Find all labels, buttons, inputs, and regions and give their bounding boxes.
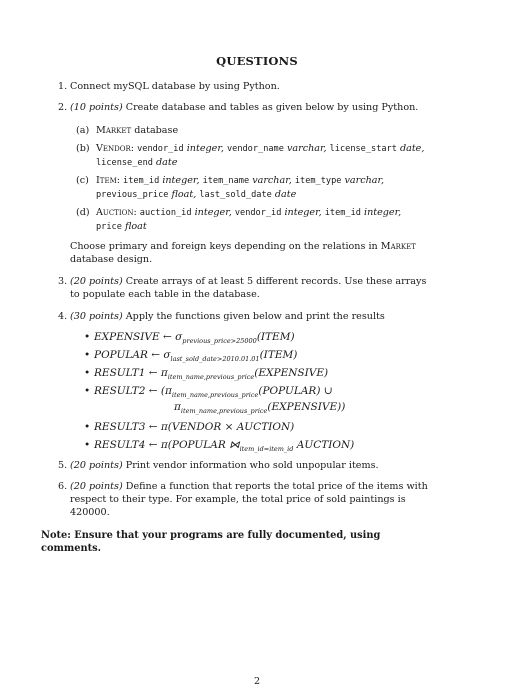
subitem-d: (d) Auction: auction_id integer, vendor_id integer, item_id integer, price float [76, 207, 402, 232]
bullet-result3: • RESULT3 ← π(VENDOR × AUCTION) [84, 421, 295, 433]
question-5 [58, 459, 428, 472]
question-4 [58, 310, 428, 323]
question-text: Connect mySQL database by using Python. [70, 81, 280, 92]
bullet-result4: • RESULT4 ← π(POPULAR $⋈_{item\_id=item\_id}$ AUCTION) [84, 439, 355, 454]
page-number: 2 [253, 676, 261, 687]
question-text: Create database and tables as given below by using Python. [125, 102, 419, 113]
keys-instruction: Choose primary and foreign keys depending on the relations in Market database design. [70, 241, 416, 265]
table-name: Item: [96, 175, 120, 186]
bullet-expensive: • EXPENSIVE ← $\sigma_{previous\_price>25000}(ITEM)$ [84, 331, 295, 346]
table-name: Market [96, 125, 132, 136]
bullet-result2: • RESULT2 ← ($\pi_{item\_name,previous\_price}(POPULAR)$ ∪ [84, 385, 333, 400]
question-3 [58, 275, 428, 301]
question-number: 2. [58, 102, 68, 113]
question-text: Create arrays of at least 5 different records. Use these arrays to populate each table in the database. [70, 276, 427, 300]
question-text: Print vendor information who sold unpopular items. [125, 460, 379, 471]
bullet-result2-line2: $\pi_{item\_name,previous\_price}(EXPENSIVE)$) [174, 401, 346, 416]
question-points: (20 points) [70, 276, 123, 287]
question-6 [58, 480, 428, 519]
table-name: Vendor: [96, 143, 135, 154]
question-number: 6. [58, 481, 68, 492]
documentation-note: Note: Ensure that your programs are fully documented, using comments. [41, 530, 381, 554]
question-points: (10 points) [70, 102, 123, 113]
question-points: (30 points) [70, 311, 123, 322]
question-number: 3. [58, 276, 68, 287]
question-number: 1. [58, 81, 68, 92]
page-title: QUESTIONS [216, 54, 298, 68]
bullet-result1: • RESULT1 ← $\pi_{item\_name,previous\_price}(EXPENSIVE)$ [84, 367, 329, 382]
question-number: 4. [58, 311, 68, 322]
subitem-c: (c) Item: item_id integer, item_name varchar, item_type varchar, previous_price float, last_sold_date date [76, 175, 385, 200]
question-text: Apply the functions given below and print the results [125, 311, 385, 322]
subitem-a: (a) Market database [76, 125, 179, 136]
question-points: (20 points) [70, 481, 123, 492]
question-number: 5. [58, 460, 68, 471]
question-points: (20 points) [70, 460, 123, 471]
question-2 [58, 101, 428, 114]
question-1 [58, 80, 428, 93]
bullet-popular: • POPULAR ← $\sigma_{last\_sold\_date>2010.01.01}(ITEM)$ [84, 349, 298, 364]
subitem-b: (b) Vendor: vendor_id integer, vendor_name varchar, license_start date, license_end date [76, 143, 425, 168]
table-name: Auction: [96, 207, 137, 218]
question-text: Define a function that reports the total price of the items with respect to their type. For example, the total price of sold paintings is 420000. [70, 481, 428, 518]
